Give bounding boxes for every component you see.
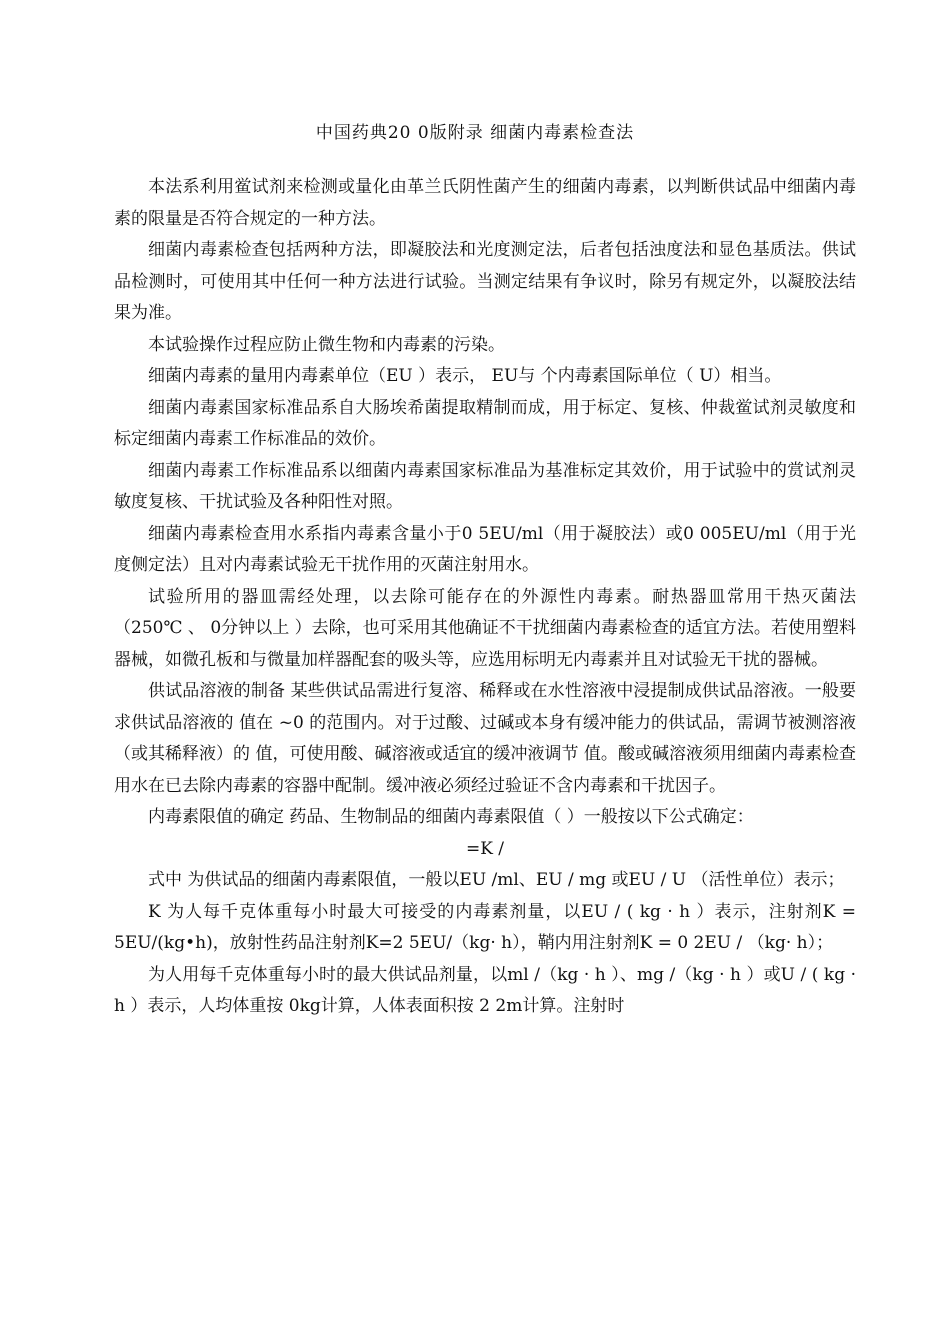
- paragraph: 式中 为供试品的细菌内毒素限值，一般以EU /ml、EU / mg 或EU / U （活性单位）表示；: [148, 870, 845, 890]
- paragraph: 细菌内毒素检查用水系指内毒素含量小于0 5EU/ml（用于凝胶法）或0 005EU/ml（用于光度侧定法）且对内毒素试验无干扰作用的灭菌注射用水。: [114, 523, 856, 575]
- paragraph: 细菌内毒素工作标准品系以细菌内毒素国家标准品为基准标定其效价，用于试验中的赏试剂灵敏度复核、干扰试验及各种阳性对照。: [114, 460, 856, 512]
- paragraph: 内毒素限值的确定 药品、生物制品的细菌内毒素限值（ ）一般按以下公式确定：: [148, 807, 754, 827]
- formula: =K /: [465, 838, 505, 859]
- paragraph: 细菌内毒素国家标准品系自大肠埃希菌提取精制而成，用于标定、复核、仲裁鲎试剂灵敏度和标定细菌内毒素工作标准品的效价。: [114, 397, 856, 449]
- paragraph: 细菌内毒素的量用内毒素单位（EU ）表示， EU与 个内毒素国际单位（ U）相当。: [148, 366, 782, 386]
- paragraph: 供试品溶液的制备 某些供试品需进行复溶、稀释或在水性溶液中浸提制成供试品溶液。一般要求供试品溶液的 值在 ~0 的范围内。对于过酸、过碱或本身有缓冲能力的供试品，需调节被测溶液（或其稀释液）的 值，可使用酸、碱溶液或适宜的缓冲液调节 值。酸或碱溶液须用细菌内毒素检查用水在已去除内毒素的容器中配制。缓冲液必须经过验证不含内毒素和干扰因子。: [114, 681, 856, 796]
- paragraph: 本试验操作过程应防止微生物和内毒素的污染。: [148, 334, 505, 355]
- document-body: [114, 172, 856, 1023]
- paragraph: 细菌内毒素检查包括两种方法，即凝胶法和光度测定法，后者包括浊度法和显色基质法。供试品检测时，可使用其中任何一种方法进行试验。当测定结果有争议时，除另有规定外，以凝胶法结果为准。: [114, 240, 856, 323]
- document-title: 中国药典20 0版附录 细菌内毒素检查法: [315, 123, 635, 143]
- paragraph: K 为人每千克体重每小时最大可接受的内毒素剂量，以EU / ( kg · h ）表示，注射剂K = 5EU/(kg•h)，放射性药品注射剂K=2 5EU/（kg· h），鞘内用注射剂K = 0 2EU / （kg· h）；: [114, 901, 856, 953]
- paragraph: 试验所用的器皿需经处理，以去除可能存在的外源性内毒素。耐热器皿常用干热灭菌法（250℃ 、 0分钟以上 ）去除，也可采用其他确证不干扰细菌内毒素检查的适宜方法。若使用塑料器械，如微孔板和与微量加样器配套的吸头等，应选用标明无内毒素并且对试验无干扰的器械。: [114, 586, 856, 670]
- paragraph: 本法系利用鲎试剂来检测或量化由革兰氏阴性菌产生的细菌内毒素，以判断供试品中细菌内毒素的限量是否符合规定的一种方法。: [114, 177, 856, 229]
- paragraph: 为人用每千克体重每小时的最大供试品剂量，以ml /（kg · h ）、mg /（kg · h ）或U / ( kg · h ）表示，人均体重按 0kg计算，人体表面积按 2 2m计算。注射时: [114, 964, 856, 1016]
